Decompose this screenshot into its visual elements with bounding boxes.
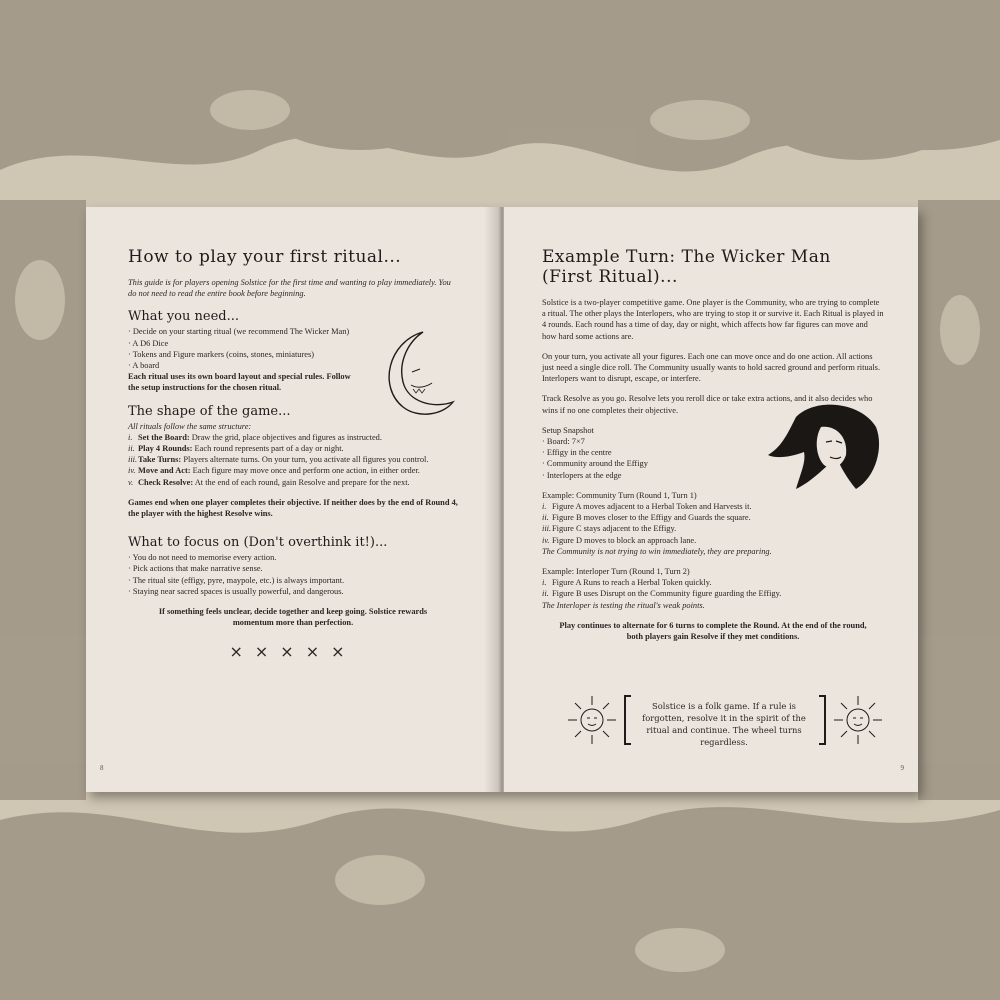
page-number: 8: [100, 764, 104, 772]
step-label: Move and Act:: [138, 466, 191, 476]
quote-text: Solstice is a folk game. If a rule is forgotten, resolve it in the spirit of the ritual and continue. The wheel turns regardless.: [642, 701, 806, 747]
need-list: [128, 326, 363, 371]
section-heading-shape: The shape of the game...: [128, 403, 291, 419]
list-item: · You do not need to memorise every action.: [128, 553, 277, 563]
list-item: [542, 501, 884, 512]
community-steps: [542, 501, 884, 546]
list-item: [128, 477, 458, 488]
list-item: [128, 443, 458, 454]
step-number: v.: [128, 477, 134, 487]
interloper-heading: Example: Interloper Turn (Round 1, Turn 2): [542, 567, 690, 577]
section-heading-focus: What to focus on (Don't overthink it!)...: [128, 535, 388, 551]
cross-marks: ×××××: [229, 642, 357, 662]
interloper-note: The Interloper is testing the ritual's weak points.: [542, 600, 705, 610]
step-number: ii.: [542, 513, 549, 523]
closing-text: Play continues to alternate for 6 turns to complete the Round. At the end of the round, both players gain Resolve if they met conditions.: [559, 620, 867, 642]
step-number: iii.: [542, 524, 552, 534]
step-number: iii.: [128, 455, 138, 465]
list-item: · Board: 7×7: [542, 437, 585, 447]
section-heading-need: What you need...: [128, 309, 239, 325]
list-item: [542, 523, 884, 534]
closing-text: If something feels unclear, decide together and keep going. Solstice rewards momentum more than perfection.: [158, 607, 428, 628]
step-number: i.: [542, 502, 547, 512]
step-label: Take Turns:: [138, 455, 182, 465]
intro-text: This guide is for players opening Solstice for the first time and wanting to play immediately. You do not need to read the entire book before beginning.: [128, 278, 451, 299]
paragraph: Track Resolve as you go. Resolve lets you reroll dice or take extra actions, and it also decides who wins if no one completes their objective.: [542, 394, 873, 415]
step-text: Figure D moves to block an approach lane.: [552, 535, 697, 545]
list-item: · Tokens and Figure markers (coins, stones, miniatures): [128, 349, 315, 359]
step-number: ii.: [542, 589, 549, 599]
page-title: Example Turn: The Wicker Man (First Ritual)...: [542, 247, 831, 287]
left-page: [86, 207, 500, 792]
step-label: Check Resolve:: [138, 477, 194, 487]
list-item: · Pick actions that make narrative sense.: [128, 564, 263, 574]
list-item: · A D6 Dice: [128, 338, 169, 348]
right-bracket-icon: [818, 694, 828, 746]
page-number: 9: [900, 764, 904, 772]
step-text: Each figure may move once and perform one action, in either order.: [190, 466, 420, 476]
setup-heading: Setup Snapshot: [542, 425, 594, 435]
step-text: At the end of each round, gain Resolve and prepare for the next.: [193, 477, 410, 487]
paragraph: Solstice is a two-player competitive game. One player is the Community, who are trying to complete a ritual. The other plays the Interlopers, who are trying to stop it or survive it. Each Ritual is played in 4 rounds. Each round has a time of day, day or night, which affects how far figures can move and how hard some actions are.: [542, 298, 884, 341]
step-text: Draw the grid, place objectives and figures as instructed.: [189, 432, 382, 442]
community-heading: Example: Community Turn (Round 1, Turn 1): [542, 490, 697, 500]
list-item: · Community around the Effigy: [542, 459, 648, 469]
page-title: How to play your first ritual...: [128, 247, 402, 267]
list-item: [542, 535, 884, 546]
list-item: [128, 465, 458, 476]
step-number: i.: [542, 578, 547, 588]
focus-list: [128, 552, 458, 597]
left-bracket-icon: [622, 694, 632, 746]
right-page: [504, 207, 918, 792]
open-book: [86, 207, 918, 792]
list-item: · Effigy in the centre: [542, 448, 612, 458]
step-label: Play 4 Rounds:: [138, 444, 193, 454]
list-item: [128, 454, 458, 465]
interloper-steps: [542, 577, 884, 599]
list-item: [128, 432, 458, 443]
step-number: iv.: [128, 466, 136, 476]
list-item: · The ritual site (effigy, pyre, maypole, etc.) is always important.: [128, 575, 345, 585]
shape-intro: All rituals follow the same structure:: [128, 421, 252, 431]
step-number: ii.: [128, 444, 135, 454]
step-label: Set the Board:: [138, 432, 190, 442]
community-note: The Community is not trying to win immediately, they are preparing.: [542, 546, 772, 556]
step-text: Players alternate turns. On your turn, you activate all figures you control.: [181, 455, 429, 465]
list-item: · Interlopers at the edge: [542, 470, 622, 480]
list-item: · A board: [128, 361, 160, 371]
step-text: Figure A moves adjacent to a Herbal Token and Harvests it.: [552, 502, 752, 512]
step-text: Each round represents part of a day or night.: [192, 444, 344, 454]
list-item: · Staying near sacred spaces is usually powerful, and dangerous.: [128, 586, 344, 596]
list-item: · Decide on your starting ritual (we recommend The Wicker Man): [128, 327, 350, 337]
sun-face-icon: [830, 692, 886, 748]
step-number: iv.: [542, 535, 550, 545]
step-text: Figure C stays adjacent to the Effigy.: [552, 524, 677, 534]
end-rule: Games end when one player completes their objective. If neither does by the end of Round 4, the player with the highest Resolve wins.: [128, 497, 458, 519]
sun-face-icon: [564, 692, 620, 748]
steps-list: [128, 432, 458, 488]
list-item: [542, 512, 884, 523]
paragraph: On your turn, you activate all your figures. Each one can move once and do one action. All actions just need a single dice roll. The Community usually wants to hold sacred ground and perform rituals. Interlopers want to disrupt, escape, or interfere.: [542, 351, 881, 384]
step-text: Figure B uses Disrupt on the Community figure guarding the Effigy.: [552, 589, 782, 599]
witch-face-illustration: [766, 397, 884, 497]
crescent-moon-illustration: [368, 327, 463, 422]
list-item: [542, 588, 884, 599]
need-note: Each ritual uses its own board layout and special rules. Follow the setup instructions for the chosen ritual.: [128, 372, 351, 393]
rule-quote-box: [564, 692, 864, 748]
list-item: [542, 577, 884, 588]
step-text: Figure A Runs to reach a Herbal Token quickly.: [552, 578, 712, 588]
step-text: Figure B moves closer to the Effigy and Guards the square.: [552, 513, 751, 523]
step-number: i.: [128, 432, 133, 442]
